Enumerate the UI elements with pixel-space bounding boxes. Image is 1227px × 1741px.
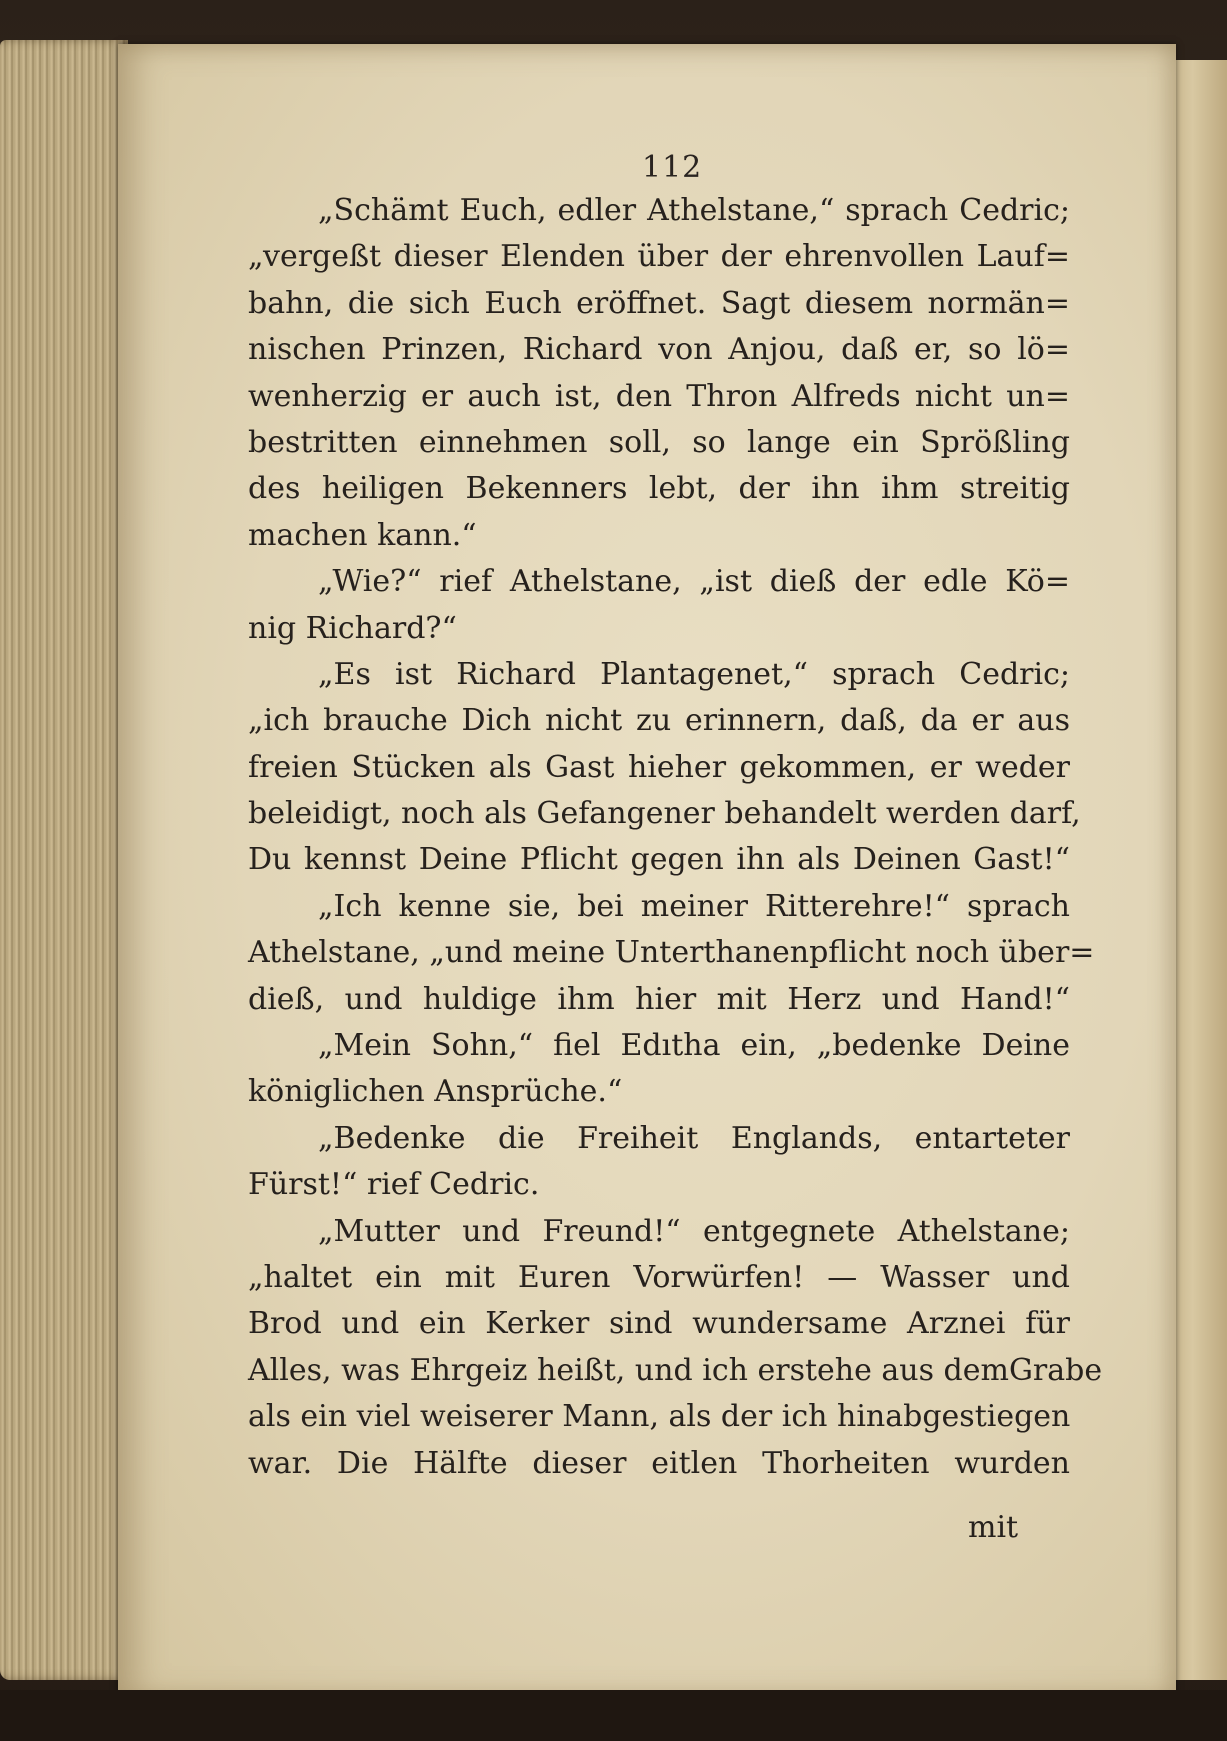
text-line: „Mutter und Freund!“ entgegnete Athelstane; bbox=[318, 1213, 1070, 1249]
text-line: Du kennst Deine Pflicht gegen ihn als Deinen Gast!“ bbox=[248, 842, 1070, 878]
text-line: nischen Prinzen, Richard von Anjou, daß er, so lö= bbox=[248, 332, 1070, 368]
text-line: dieß, und huldige ihm hier mit Herz und Hand!“ bbox=[248, 981, 1070, 1017]
text-line: bahn, die sich Euch eröffnet. Sagt diesem normän= bbox=[248, 285, 1070, 321]
text-line: als ein viel weiserer Mann, als der ich hinabgestiegen bbox=[248, 1399, 1071, 1435]
facing-page-edge bbox=[1170, 60, 1227, 1680]
text-line: „Schämt Euch, edler Athelstane,“ sprach Cedric; bbox=[318, 193, 1070, 228]
text-line: war. Die Hälfte dieser eitlen Thorheiten wurden bbox=[248, 1445, 1070, 1481]
text-line: „haltet ein mit Euren Vorwürfen! — Wasser und bbox=[248, 1259, 1070, 1295]
text-line: wenherzig er auch ist, den Thron Alfreds nicht un= bbox=[248, 378, 1070, 414]
text-line: königlichen Ansprüche.“ bbox=[248, 1074, 623, 1110]
text-line: beleidigt, noch als Gefangener behandelt werden darf, bbox=[248, 796, 1081, 832]
text-line: machen kann.“ bbox=[248, 517, 477, 553]
text-line: „Wie?“ rief Athelstane, „ist dieß der edle Kö= bbox=[318, 564, 1070, 600]
text-line: „vergeßt dieser Elenden über der ehrenvollen Lauf= bbox=[248, 239, 1070, 275]
text-line: freien Stücken als Gast hieher gekommen, er weder bbox=[248, 749, 1070, 785]
catchword: mit bbox=[968, 1510, 1019, 1545]
page-text bbox=[248, 188, 1103, 1487]
text-line: nig Richard?“ bbox=[248, 610, 457, 646]
text-line: Fürst!“ rief Cedric. bbox=[248, 1167, 540, 1203]
text-line: „Es ist Richard Plantagenet,“ sprach Cedric; bbox=[318, 656, 1070, 692]
text-line: „Mein Sohn,“ fiel Edıtha ein, „bedenke Deine bbox=[318, 1028, 1070, 1064]
scan-background bbox=[0, 1690, 1227, 1741]
text-line: Brod und ein Kerker sind wundersame Arznei für bbox=[248, 1306, 1070, 1342]
text-line: „Ich kenne sie, bei meiner Ritterehre!“ sprach bbox=[318, 888, 1070, 924]
text-line: bestritten einnehmen soll, so lange ein Sprößling bbox=[248, 424, 1070, 460]
text-line: Alles, was Ehrgeiz heißt, und ich erstehe aus demGrabe bbox=[248, 1352, 1103, 1388]
text-line: „ich brauche Dich nicht zu erinnern, daß, da er aus bbox=[248, 703, 1070, 739]
page-number: 112 bbox=[642, 150, 703, 185]
text-line: des heiligen Bekenners lebt, der ihn ihm streitig bbox=[248, 471, 1070, 507]
text-line: „Bedenke die Freiheit Englands, entarteter bbox=[318, 1120, 1070, 1156]
text-line: Athelstane, „und meine Unterthanenpflicht noch über= bbox=[248, 935, 1095, 971]
page-edges-left bbox=[0, 40, 128, 1680]
